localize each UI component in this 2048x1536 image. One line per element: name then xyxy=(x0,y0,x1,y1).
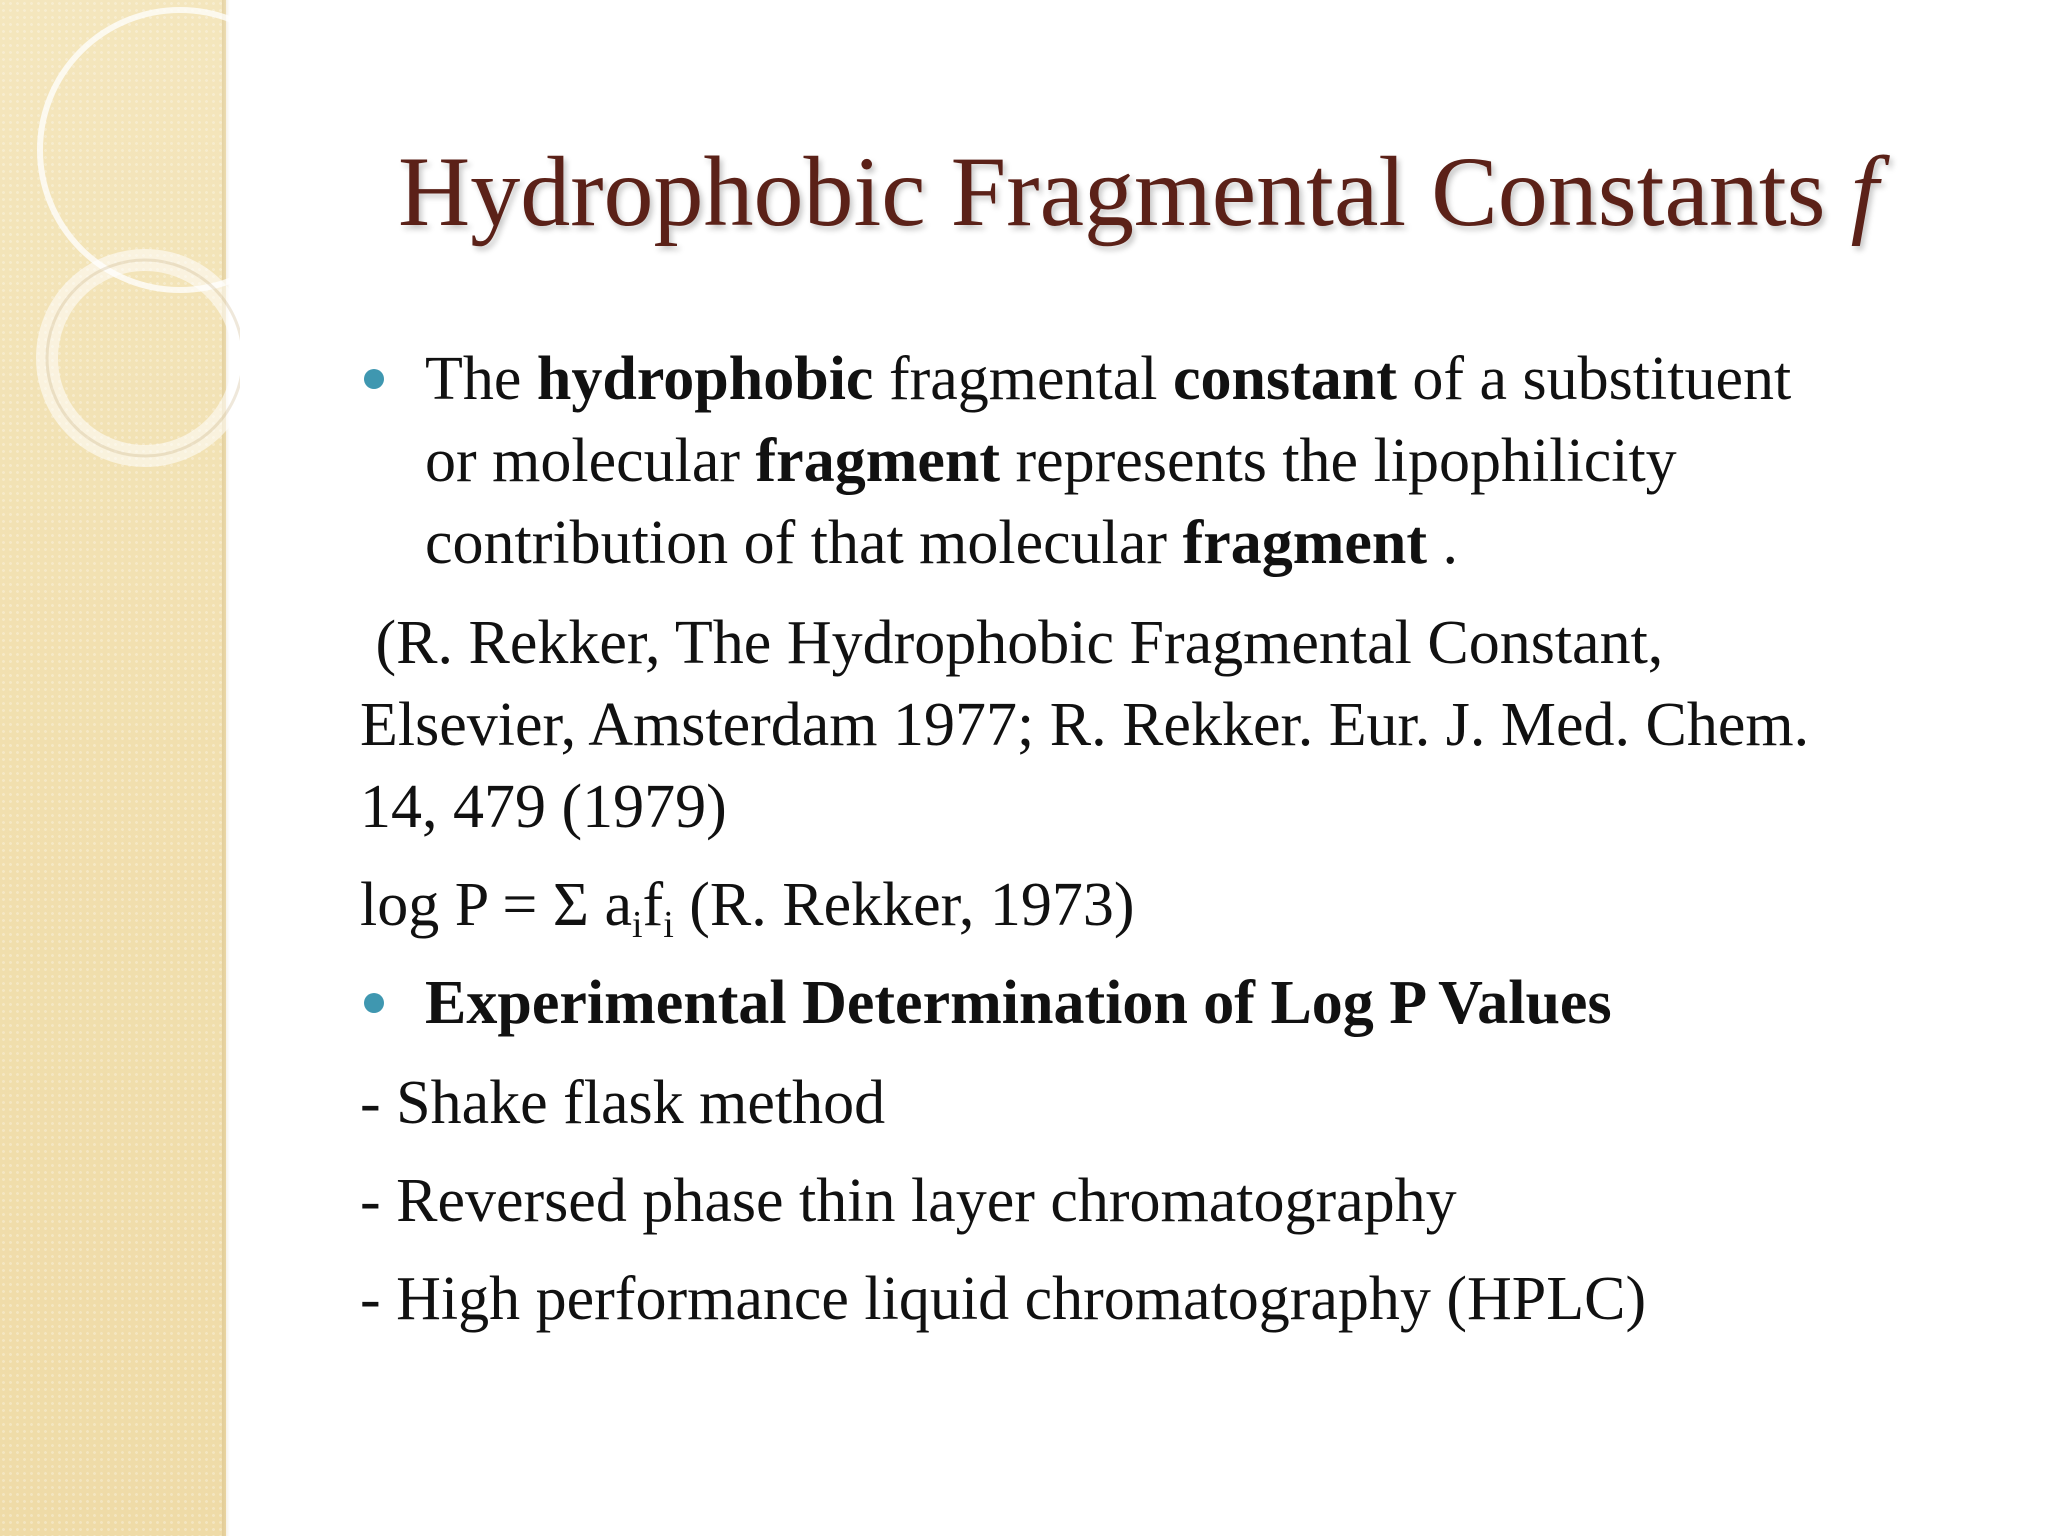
equation-prefix: log P = Σ a xyxy=(360,871,632,939)
text-run: represents the lipophilicity xyxy=(1000,427,1677,495)
text-run: The xyxy=(425,345,537,413)
large-ring xyxy=(40,10,240,290)
method-item: - High performance liquid chromatography (HPLC) xyxy=(360,1265,1647,1333)
title-symbol: f xyxy=(1850,136,1879,247)
slide-title xyxy=(398,132,1998,252)
bullet-marker xyxy=(364,993,384,1013)
bullet2-heading: Experimental Determination of Log P Values xyxy=(425,969,1612,1037)
bold-term: hydrophobic xyxy=(536,345,874,413)
subscript-i: i xyxy=(663,904,674,946)
method-item: - Reversed phase thin layer chromatography xyxy=(360,1167,1457,1235)
log-p-equation xyxy=(360,864,1134,946)
bold-term: fragment xyxy=(1182,509,1428,577)
bullet1-line3 xyxy=(425,502,1458,584)
text-run: fragmental xyxy=(873,345,1173,413)
reference-line1: (R. Rekker, The Hydrophobic Fragmental Constant, xyxy=(360,609,1664,677)
subscript-i: i xyxy=(631,904,643,946)
reference-line3: 14, 479 (1979) xyxy=(360,773,727,841)
bold-term: constant xyxy=(1172,345,1397,413)
method-item: - Shake flask method xyxy=(360,1069,886,1137)
equation-f: f xyxy=(642,871,664,939)
text-run: of a substituent xyxy=(1396,345,1792,413)
bullet1-line2 xyxy=(425,420,1677,502)
text-run: or molecular xyxy=(425,427,756,495)
title-text: Hydrophobic Fragmental Constants xyxy=(398,136,1826,247)
text-run: contribution of that molecular xyxy=(425,509,1183,577)
bullet1-line1 xyxy=(425,338,1791,420)
bold-term: fragment xyxy=(755,427,1000,495)
equation-citation: (R. Rekker, 1973) xyxy=(673,871,1135,939)
reference-line2: Elsevier, Amsterdam 1977; R. Rekker. Eur. J. Med. Chem. xyxy=(360,691,1810,759)
text-run: . xyxy=(1427,509,1459,577)
bullet-marker xyxy=(364,369,384,389)
decorative-rings xyxy=(0,0,240,520)
